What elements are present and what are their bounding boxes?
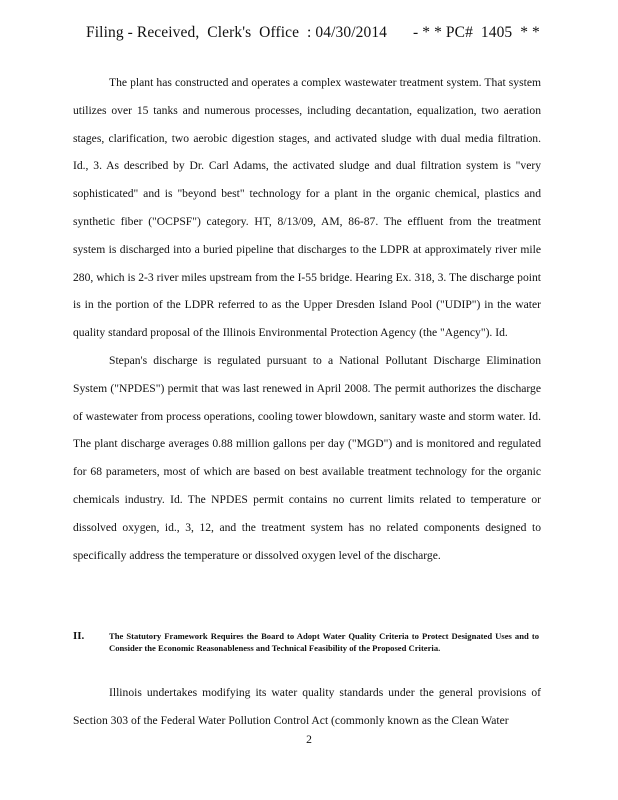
filing-header [0,6,618,42]
body-text-continued [73,679,541,735]
section-number: II. [73,630,85,642]
pc-number: - * * PC# 1405 * * [413,24,540,41]
section-heading [73,631,541,654]
section-title: The Statutory Framework Requires the Board to Adopt Water Quality Criteria to Protect Designated Uses and to Consider the Economic Reasonableness and Technical Feasibility of the Proposed Criteria. [109,631,539,653]
paragraph-npdes-permit: Stepan's discharge is regulated pursuant to a National Pollutant Discharge Elimination System ("NPDES") permit that was last renewed in April 2008. The permit authorizes the discharge of wastewater from process operations, cooling tower blowdown, sanitary waste and storm water. Id. The plant discharge averages 0.88 million gallons per day ("MGD") and is monitored and regulated for 68 parameters, most of which are based on best available treatment technology for the organic chemicals industry. Id. The NPDES permit contains no current limits related to temperature or dissolved oxygen, id., 3, 12, and the treatment system has no related components designed to specifically address the temperature or dissolved oxygen level of the discharge. [73,353,541,562]
paragraph-illinois-standards: Illinois undertakes modifying its water quality standards under the general provisions of Section 303 of the Federal Water Pollution Control Act (commonly known as the Clean Water [73,686,541,727]
filing-stamp: Filing - Received, Clerk's Office : 04/30/2014 [86,24,388,41]
page-number: 2 [306,733,312,746]
paragraph-plant-system: The plant has constructed and operates a complex wastewater treatment system. That system utilizes over 15 tanks and numerous processes, including decantation, equalization, two aeration stages, clarification, two aerobic digestion stages, and activated sludge with dual media filtration. Id., 3. As described by Dr. Carl Adams, the activated sludge and dual filtration system is "very sophisticated" and is "beyond best" technology for a plant in the organic chemical, plastics and synthetic fiber ("OCPSF") category. HT, 8/13/09, AM, 86-87. The effluent from the treatment system is discharged into a buried pipeline that discharges to the LDPR at approximately river mile 280, which is 2-3 river miles upstream from the I-55 bridge. Hearing Ex. 318, 3. The discharge point is in the portion of the LDPR referred to as the Upper Dresden Island Pool ("UDIP") in the water quality standard proposal of the Illinois Environmental Protection Agency (the "Agency"). Id. [73,76,541,340]
body-text [73,69,541,569]
